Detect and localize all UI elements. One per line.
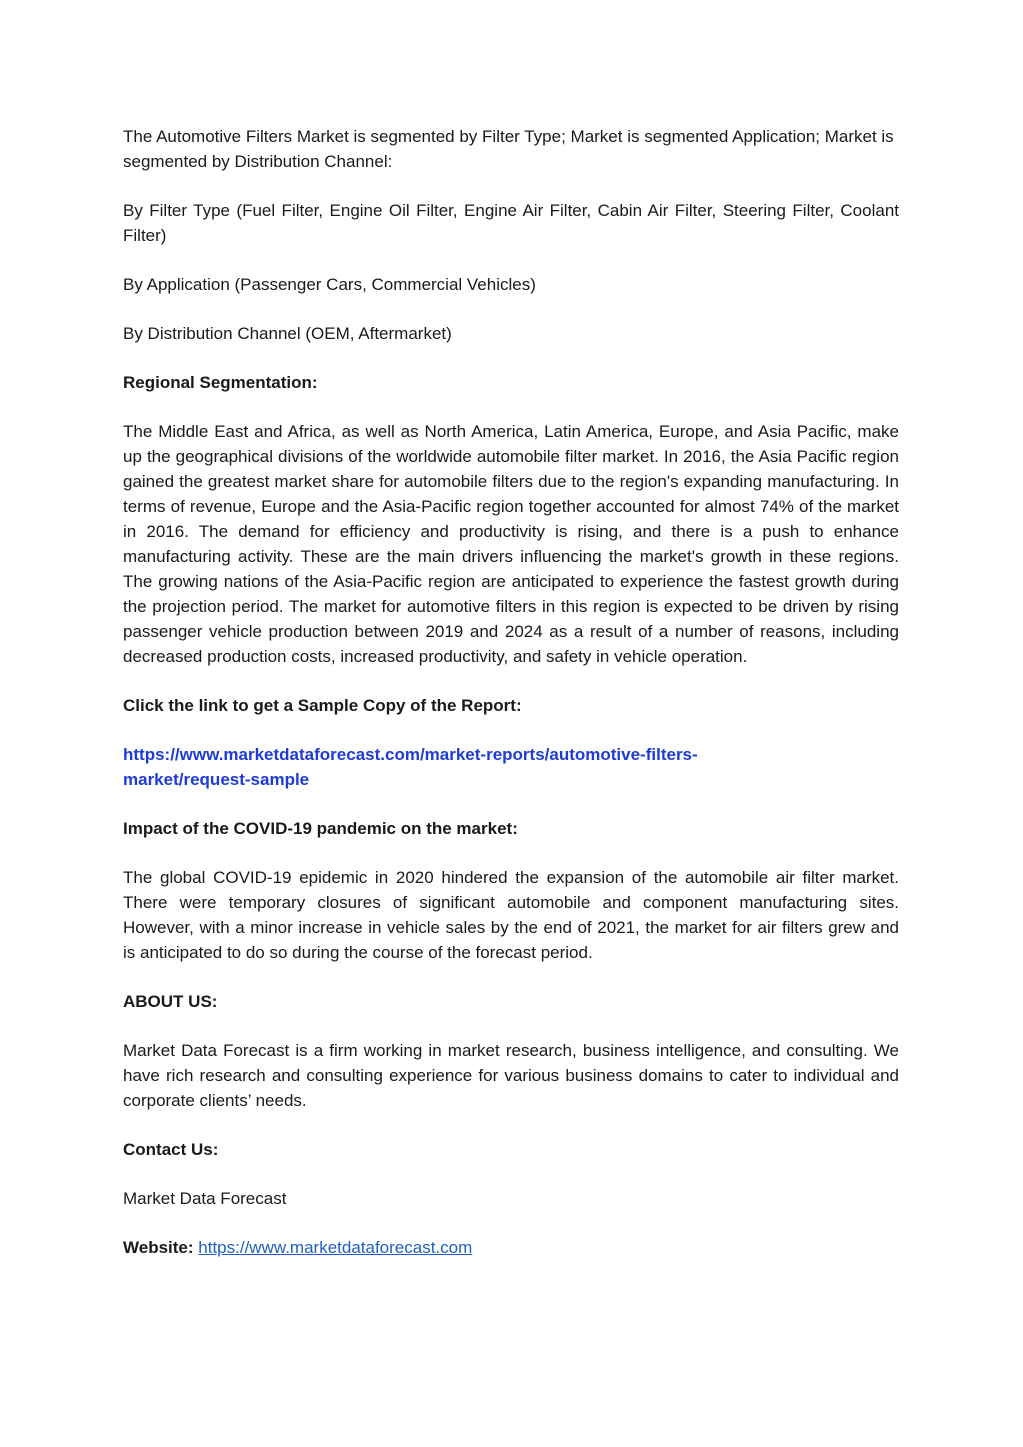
covid-paragraph: The global COVID-19 epidemic in 2020 hindered the expansion of the automobile air filter market. There were temporary closures of significant automobile and component manufacturing sites. However, with a minor increase in vehicle sales by the end of 2021, the market for air filters grew and is anticipated to do so during the course of the forecast period. — [123, 868, 899, 962]
regional-paragraph: The Middle East and Africa, as well as North America, Latin America, Europe, and Asia Pacific, make up the geographical divisions of the worldwide automobile filter market. In 2016, the Asia Pacific region gained the greatest market share for automobile filters due to the region's expanding manufacturing. In terms of revenue, Europe and the Asia-Pacific region together accounted for almost 74% of the market in 2016. The demand for efficiency and productivity is rising, and there is a push to enhance manufacturing activity. These are the main drivers influencing the market's growth in these regions. The growing nations of the Asia-Pacific region are anticipated to experience the fastest growth during the projection period. The market for automotive filters in this region is expected to be driven by rising passenger vehicle production between 2019 and 2024 as a result of a number of reasons, including decreased production costs, increased productivity, and safety in vehicle operation. — [123, 422, 899, 666]
sample-link-line-1[interactable]: https://www.marketdataforecast.com/market-reports/automotive-filters- — [123, 745, 698, 764]
contact-heading: Contact Us: — [123, 1140, 219, 1159]
segment-distribution: By Distribution Channel (OEM, Aftermarket) — [123, 324, 452, 343]
sample-report-link[interactable] — [123, 742, 899, 792]
website-line — [123, 1235, 899, 1260]
website-link[interactable]: https://www.marketdataforecast.com — [198, 1238, 473, 1257]
regional-heading: Regional Segmentation: — [123, 373, 318, 392]
segment-application: By Application (Passenger Cars, Commercial Vehicles) — [123, 275, 536, 294]
intro-paragraph: The Automotive Filters Market is segmented by Filter Type; Market is segmented Application; Market is segmented by Distribution Channel: — [123, 127, 894, 171]
covid-heading: Impact of the COVID-19 pandemic on the market: — [123, 819, 518, 838]
website-label: Website: — [123, 1238, 194, 1257]
about-heading: ABOUT US: — [123, 992, 218, 1011]
sample-heading: Click the link to get a Sample Copy of the Report: — [123, 696, 522, 715]
about-paragraph: Market Data Forecast is a firm working in market research, business intelligence, and consulting. We have rich research and consulting experience for various business domains to cater to individual and corporate clients’ needs. — [123, 1041, 899, 1110]
document-page — [123, 124, 899, 1284]
company-name: Market Data Forecast — [123, 1189, 287, 1208]
segment-filter-type: By Filter Type (Fuel Filter, Engine Oil Filter, Engine Air Filter, Cabin Air Filter, Steering Filter, Coolant Filter) — [123, 201, 899, 245]
sample-link-line-2[interactable]: market/request-sample — [123, 770, 310, 789]
